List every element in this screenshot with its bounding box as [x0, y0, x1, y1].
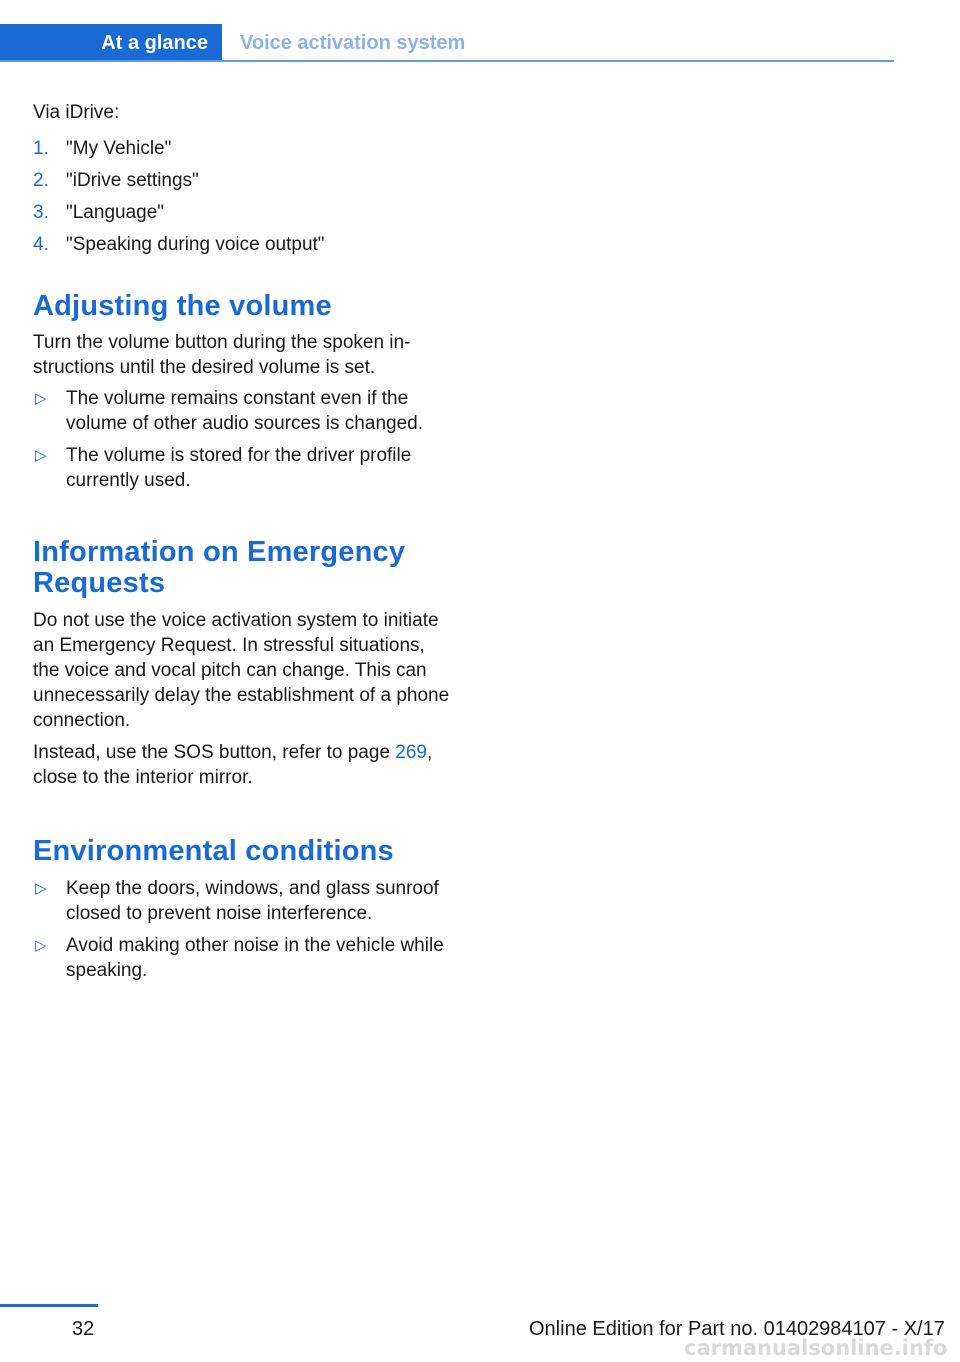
intro-text: Via iDrive: — [33, 102, 120, 123]
bullet-item — [33, 876, 453, 926]
reference-text-before: Instead, use the SOS button, refer to page — [33, 742, 396, 763]
step-item — [33, 229, 453, 261]
footer-divider — [0, 1304, 98, 1307]
step-item — [33, 197, 453, 229]
triangle-bullet-icon: ▷ — [35, 880, 47, 897]
step-text: "My Vehicle" — [66, 138, 172, 159]
page-header — [0, 0, 960, 64]
main-content — [33, 100, 453, 990]
page-number: 32 — [72, 1318, 95, 1340]
step-item — [33, 165, 453, 197]
step-number: 1. — [33, 138, 49, 159]
volume-body: Turn the volume button during the spoken instructions until the desired volume is set. — [33, 332, 411, 378]
bullet-item — [33, 933, 453, 983]
step-text: "iDrive settings" — [66, 170, 199, 191]
emergency-reference — [33, 740, 453, 790]
emergency-heading: Information on Emergency Requests — [33, 536, 406, 599]
step-number: 4. — [33, 234, 49, 255]
section-title[interactable]: Voice activation system — [240, 32, 466, 54]
reference-text-after: , close to the interior mirror. — [33, 742, 433, 788]
bullet-text: The volume is stored for the driver profile currently used. — [66, 445, 412, 491]
bullet-text: Keep the doors, windows, and glass sunroof closed to prevent noise interference. — [66, 878, 439, 924]
header-divider — [0, 60, 894, 62]
step-list — [33, 133, 453, 261]
bullet-item — [33, 443, 453, 493]
volume-heading: Adjusting the volume — [33, 290, 332, 322]
step-number: 2. — [33, 170, 49, 191]
step-number: 3. — [33, 202, 49, 223]
step-item — [33, 133, 453, 165]
bullet-text: Avoid making other noise in the vehicle while speaking. — [66, 935, 444, 981]
triangle-bullet-icon: ▷ — [35, 390, 47, 407]
step-text: "Language" — [66, 202, 165, 223]
bullet-text: The volume remains constant even if the volume of other audio sources is changed. — [66, 388, 423, 434]
page-reference-link[interactable]: 269 — [395, 742, 427, 763]
emergency-body: Do not use the voice activation system to initiate an Emergency Request. In stressful situations, the voice and vocal pitch can change. This can unnecessarily delay the establishment of a phone connection. — [33, 610, 450, 731]
bullet-item — [33, 386, 453, 436]
watermark: carmanualsonline.info — [684, 1336, 948, 1360]
triangle-bullet-icon: ▷ — [35, 937, 47, 954]
volume-bullets — [33, 386, 453, 493]
step-text: "Speaking during voice output" — [66, 234, 325, 255]
environment-heading: Environmental conditions — [33, 835, 394, 867]
chapter-tab[interactable]: At a glance — [0, 24, 222, 62]
environment-bullets — [33, 876, 453, 983]
triangle-bullet-icon: ▷ — [35, 447, 47, 464]
edition-text: Online Edition for Part no. 01402984107 - X/17 — [529, 1318, 945, 1340]
